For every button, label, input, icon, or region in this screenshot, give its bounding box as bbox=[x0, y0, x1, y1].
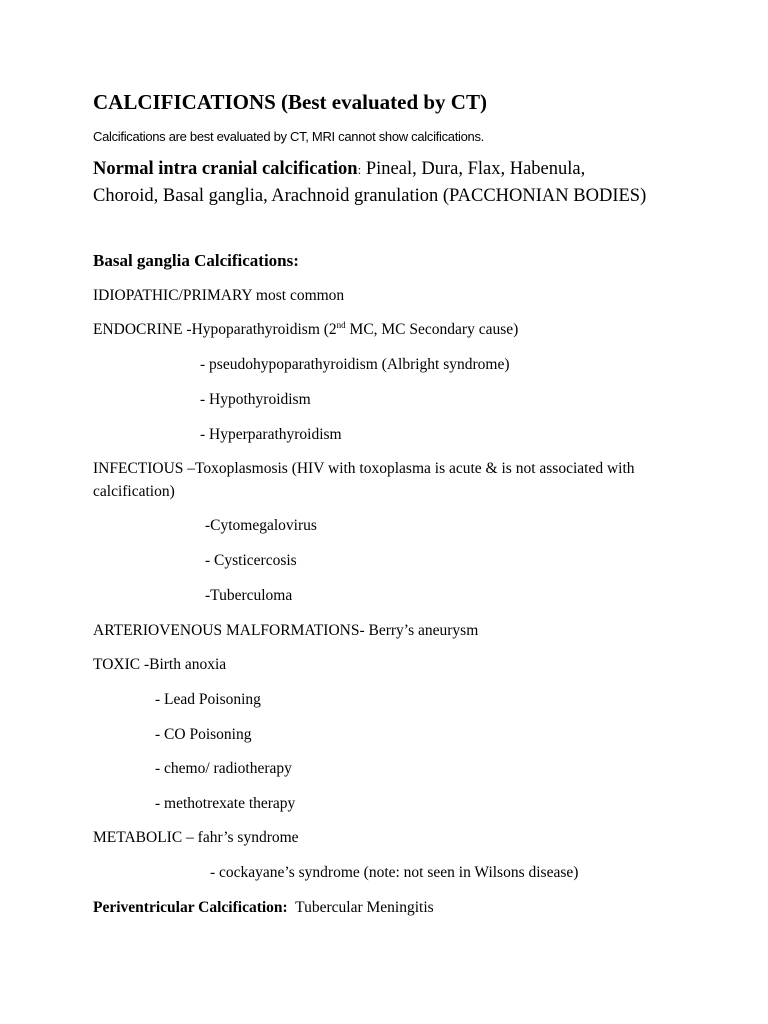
toxic-item: - Lead Poisoning bbox=[155, 691, 261, 708]
endocrine-line-post: MC, MC Secondary cause) bbox=[345, 321, 519, 338]
endocrine-line bbox=[93, 322, 518, 338]
infectious-line: INFECTIOUS –Toxoplasmosis (HIV with toxoplasma is acute & is not associated with calcification) bbox=[93, 460, 635, 500]
normal-calcification-text: Pineal, Dura, Flax, Habenula, Choroid, Basal ganglia, Arachnoid granulation (PACCHONIAN BODIES) bbox=[93, 159, 647, 206]
normal-calcification-colon: : bbox=[357, 162, 362, 177]
infectious-item: -Cytomegalovirus bbox=[205, 517, 317, 534]
infectious-item: -Tuberculoma bbox=[205, 587, 293, 604]
page-title: CALCIFICATIONS (Best evaluated by CT) bbox=[93, 90, 487, 114]
periventricular-text: Tubercular Meningitis bbox=[287, 899, 434, 916]
metabolic-item: - cockayane’s syndrome (note: not seen in Wilsons disease) bbox=[210, 864, 579, 881]
toxic-item: - methotrexate therapy bbox=[155, 795, 296, 812]
toxic-line: TOXIC -Birth anoxia bbox=[93, 656, 227, 673]
toxic-item: - CO Poisoning bbox=[155, 726, 252, 743]
idiopathic-line: IDIOPATHIC/PRIMARY most common bbox=[93, 287, 345, 304]
subtitle: Calcifications are best evaluated by CT, MRI cannot show calcifications. bbox=[93, 129, 484, 144]
periventricular-line bbox=[93, 900, 434, 916]
endocrine-item: - Hyperparathyroidism bbox=[200, 426, 342, 443]
toxic-item: - chemo/ radiotherapy bbox=[155, 760, 292, 777]
metabolic-line: METABOLIC – fahr’s syndrome bbox=[93, 829, 299, 846]
infectious-item: - Cysticercosis bbox=[205, 552, 297, 569]
normal-calcification-label: Normal intra cranial calcification bbox=[93, 159, 358, 179]
normal-calcification-paragraph bbox=[93, 156, 653, 209]
endocrine-line-sup: nd bbox=[336, 320, 346, 330]
basal-ganglia-heading: Basal ganglia Calcifications: bbox=[93, 251, 299, 270]
endocrine-item: - Hypothyroidism bbox=[200, 391, 311, 408]
periventricular-label: Periventricular Calcification: bbox=[93, 899, 288, 916]
endocrine-line-pre: ENDOCRINE -Hypoparathyroidism (2 bbox=[93, 321, 337, 338]
avm-line: ARTERIOVENOUS MALFORMATIONS- Berry’s aneurysm bbox=[93, 622, 479, 639]
endocrine-item: - pseudohypoparathyroidism (Albright syndrome) bbox=[200, 356, 510, 373]
